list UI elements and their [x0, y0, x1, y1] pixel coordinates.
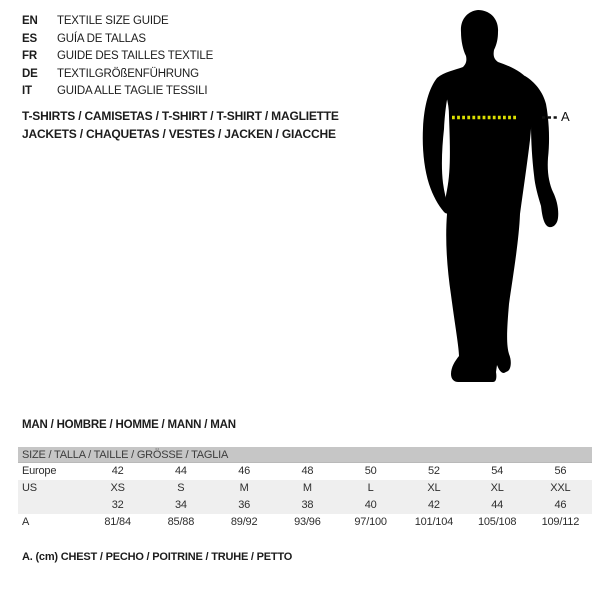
- table-cell: 34: [174, 499, 187, 511]
- language-row-fr: [22, 48, 213, 66]
- table-cell: 54: [491, 465, 504, 477]
- table-cell: 46: [238, 465, 251, 477]
- section-title-man: MAN / HOMBRE / HOMME / MANN / MAN: [22, 419, 236, 431]
- table-cell: 38: [301, 499, 314, 511]
- table-cell: 40: [364, 499, 377, 511]
- table-cell: L: [367, 482, 374, 494]
- man-silhouette: [395, 0, 600, 400]
- table-cell: 85/88: [167, 516, 195, 528]
- table-cell: 42: [111, 465, 124, 477]
- language-title: TEXTILE SIZE GUIDE: [57, 15, 169, 27]
- table-cell: XXL: [550, 482, 571, 494]
- table-cell: 105/108: [477, 516, 517, 528]
- table-cell: 101/104: [414, 516, 454, 528]
- table-cell: S: [177, 482, 185, 494]
- table-cell: 42: [427, 499, 440, 511]
- table-cell: XS: [110, 482, 125, 494]
- row-label: Europe: [22, 465, 57, 477]
- language-row-de: [22, 66, 213, 84]
- language-title-list: [22, 13, 213, 101]
- language-code: FR: [22, 50, 37, 62]
- table-cell: 44: [491, 499, 504, 511]
- table-cell: M: [302, 482, 312, 494]
- row-label: A: [22, 516, 30, 528]
- size-table: [18, 447, 592, 531]
- table-cell: 93/96: [294, 516, 321, 528]
- language-title: GUIDA ALLE TAGLIE TESSILI: [57, 85, 208, 97]
- language-code: EN: [22, 15, 38, 27]
- language-title: GUÍA DE TALLAS: [57, 32, 146, 45]
- table-cell: 81/84: [104, 516, 131, 528]
- table-row-chest: [18, 514, 592, 531]
- language-code: ES: [22, 32, 37, 45]
- garment-categories: [22, 107, 339, 143]
- table-cell: 56: [554, 465, 567, 477]
- category-tshirts: T-SHIRTS / CAMISETAS / T-SHIRT / T-SHIRT / MAGLIETTE: [22, 109, 339, 123]
- language-code: DE: [22, 67, 38, 80]
- silhouette-left-arm-path: [423, 78, 450, 214]
- category-jackets: JACKETS / CHAQUETAS / VESTES / JACKEN / GIACCHE: [22, 127, 336, 141]
- table-cell: 32: [111, 499, 124, 511]
- row-label: [18, 497, 86, 514]
- measurement-footnote: A. (cm) CHEST / PECHO / POITRINE / TRUHE / PETTO: [22, 551, 293, 563]
- table-cell: 109/112: [541, 516, 580, 528]
- silhouette-body-path: [437, 10, 532, 382]
- language-title: TEXTILGRÖßENFÜHRUNG: [57, 67, 199, 80]
- table-cell: XL: [490, 482, 504, 494]
- table-row-us-numeric: [18, 497, 592, 514]
- table-row-us: [18, 480, 592, 497]
- table-row-europe: [18, 463, 592, 480]
- table-cell: 46: [554, 499, 567, 511]
- table-cell: 44: [174, 465, 187, 477]
- language-code: IT: [22, 85, 32, 97]
- table-cell: 89/92: [230, 516, 258, 528]
- table-cell: M: [239, 482, 249, 494]
- language-row-es: [22, 31, 213, 49]
- row-label: US: [22, 482, 37, 494]
- measure-label-a: A: [561, 109, 570, 124]
- table-cell: 50: [364, 465, 377, 477]
- language-title: GUIDE DES TAILLES TEXTILE: [57, 50, 214, 62]
- table-cell: 36: [238, 499, 251, 511]
- size-table-header: SIZE / TALLA / TAILLE / GRÖSSE / TAGLIA: [18, 447, 592, 463]
- language-row-it: [22, 83, 213, 101]
- table-cell: 48: [301, 465, 314, 477]
- language-row-en: [22, 13, 213, 31]
- table-cell: 97/100: [354, 516, 387, 528]
- table-cell: 52: [427, 465, 440, 477]
- measurement-figure: [395, 0, 600, 400]
- table-cell: XL: [427, 482, 441, 494]
